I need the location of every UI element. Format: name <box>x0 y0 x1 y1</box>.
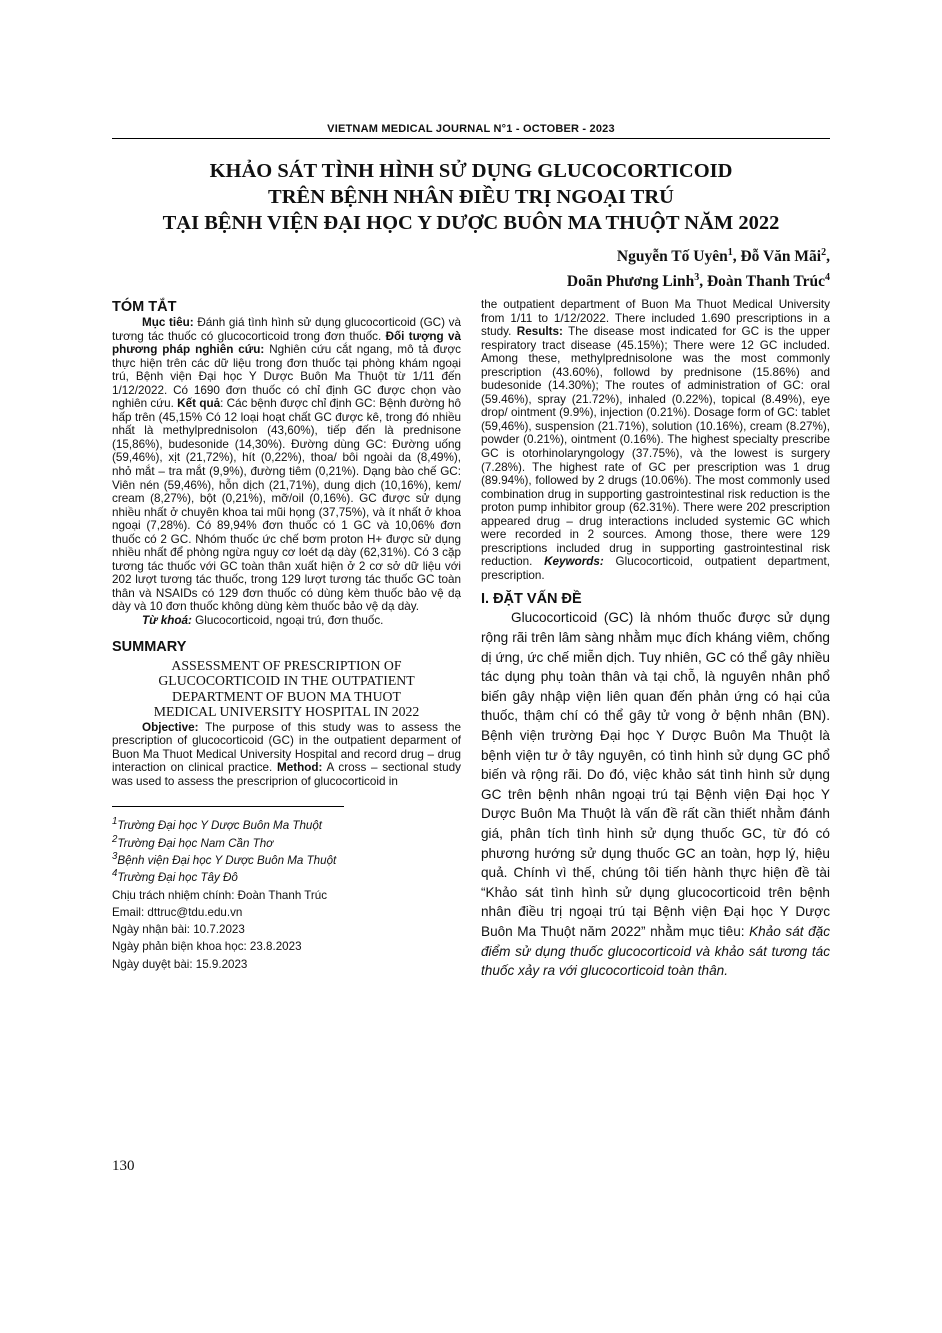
keywords-text: Glucocorticoid, outpatient department, prescription. <box>481 555 831 582</box>
intro-text: Glucocorticoid (GC) là nhóm thuốc được sử dụng rộng rãi trên lâm sàng nhằm mục đích kháng viêm, chống dị ứng, ức chế miễn dịch. Tuy nhiên, GC có thể gây nhiều tác dụng phụ toàn thân và tại chỗ, là nguyên nhân phổ biến gây nhập viện liên quan đến phản ứng có hại của thuốc, thậm chí có thể gây tử vong ở bệnh nhân (BN). Bệnh viện trường Đại học Y Dược Buôn Ma Thuột là bệnh viện tư ở tây nguyên, có tình hình sử dụng GC phổ biến và rộng rãi. Do đó, việc khảo sát tình hình sử dụng GC trên bệnh nhân ngoại trú tại Bệnh viện Đại học Y Dược Buôn Ma Thuột là vấn đề rất cần thiết nhằm đánh giá, phân tích tình hình sử dụng thuốc GC, từ đó có phương hướng sử dụng thuốc GC an toàn, hợp lý, hiệu quả. Chính vì thế, chúng tôi tiến hành thực hiện đề tài “Khảo sát tình hình sử dụng glucocorticoid trên bệnh nhân điều trị ngoại trú tại Bệnh viện Đại học Y Dược Buôn Ma Thuột năm 2022” nhằm mục tiêu: <box>481 610 830 939</box>
footnote-1-mark: 1 <box>112 816 118 828</box>
author-4-affil: 4 <box>825 271 830 283</box>
footnote-3 <box>112 852 461 869</box>
summary-title-line-3: DEPARTMENT OF BUON MA THUOT <box>172 688 401 704</box>
header-rule <box>112 138 830 139</box>
footnote-1 <box>112 817 461 834</box>
results-label: Results: <box>516 325 563 339</box>
intro-heading: I. ĐẶT VẤN ĐỀ <box>481 591 582 608</box>
author-line-1: Nguyễn Tố Uyên$^1$, Đỗ Văn Mãi$^2$, <box>616 246 830 265</box>
footnote-2-mark: 2 <box>112 833 118 845</box>
footnote-3-text: Bệnh viện Đại học Y Dược Buôn Ma Thuột <box>117 853 337 867</box>
abstract-vi-heading: TÓM TẮT <box>112 299 177 315</box>
left-column <box>112 298 461 973</box>
ket-qua-label: Kết quả <box>177 397 221 411</box>
summary-heading: SUMMARY <box>112 638 187 655</box>
author-2: Đỗ Văn Mãi <box>740 248 822 265</box>
footnote-4-text: Trường Đại học Tây Đô <box>117 871 238 885</box>
footnote-2-text: Trường Đại học Nam Cần Thơ <box>117 836 274 850</box>
author-3: Doãn Phương Linh <box>566 273 695 290</box>
summary-title-line-2: GLUCOCORTICOID IN THE OUTPATIENT <box>158 673 415 689</box>
objective-label: Objective: <box>142 720 199 734</box>
summary-title-line-4: MEDICAL UNIVERSITY HOSPITAL IN 2022 <box>153 704 420 720</box>
method-text: A cross – sectional study was used to assess the prescriprion of glucocorticoid in <box>112 761 461 788</box>
title-line-2: TRÊN BỆNH NHÂN ĐIỀU TRỊ NGOẠI TRÚ <box>268 186 674 208</box>
summary-body-left <box>112 721 461 789</box>
date-received: Ngày nhận bài: 10.7.2023 <box>112 923 245 937</box>
footnote-rule <box>112 806 344 807</box>
email: Email: dttruc@tdu.edu.vn <box>112 905 243 919</box>
objective-text: The purpose of this study was to assess the prescription of glucocorticoid (GC) in the outpatient deparment of Buon Ma Thuot Medical University Hospital and record drug – drug interaction on clinical practice. <box>112 720 461 775</box>
title-line-3: TẠI BỆNH VIỆN ĐẠI HỌC Y DƯỢC BUÔN MA THUỘT NĂM 2022 <box>162 212 780 234</box>
doi-tuong-label: Đối tượng và phương pháp nghiên cứu: <box>112 329 462 357</box>
author-list <box>567 244 830 294</box>
date-accepted: Ngày duyệt bài: 15.9.2023 <box>112 957 248 971</box>
author-3-affil: 3 <box>694 271 700 283</box>
results-text: The disease most indicated for GC is the upper respiratory tract disease (45.15%); There were 12 GC included. Among these, methylprednisolone was the most commonly prescription (43.60%), followd by prednisone (15.86%) and budesonide (14.30%); The routes of administration of GC: oral (59.46%), spray (21.72%), inhaled (0.22%), topical (8.49%), eye drop/ ointment (9.9%), injection (0.21%). Dosage form of GC: tablet (59,46%), suspension (21.71%), solution (10.16%), cream (8.27%), powder (0.21%), ointment (0.16%). The highest specialty prescribe GC is otorhinolaryngology (37.75%), và the lowest is surgery (7.28%). The highest rate of GC per prescription was 1 drug (89.94%), followed by 2 drugs (10.06%). The most commonly used combination drug in supporting gastrointestinal risk reduction is the proton pump inhibitor group (62.31%). There were 202 prescription appeared drug – drug interactions included systemic GC which were recorded in 2 sources. Among those, there were 129 prescriptions included drug in supporting gastrointestinal risk reduction. <box>481 325 830 569</box>
tu-khoa-line <box>112 614 461 628</box>
tu-khoa-text: Glucocorticoid, ngoại trú, đơn thuốc. <box>191 614 384 628</box>
author-1: Nguyễn Tố Uyên <box>616 248 728 265</box>
tu-khoa-label: Từ khoá: <box>142 614 192 628</box>
author-4: Đoàn Thanh Trúc <box>706 273 825 290</box>
method-continued: the outpatient department of Buon Ma Thuot Medical University from 1/11 to 1/12/2022. There included 1.690 prescriptions in a study. <box>481 298 830 339</box>
page-number: 130 <box>112 1158 135 1174</box>
intro-body <box>481 608 830 980</box>
intro-goal: Khảo sát đặc điểm sử dụng thuốc glucocorticoid và khảo sát tương tác thuốc xảy ra với glucocorticoid toàn thân. <box>481 923 830 979</box>
article-title <box>112 158 830 236</box>
footnotes <box>112 817 461 973</box>
method-label: Method: <box>277 761 323 775</box>
running-header: VIETNAM MEDICAL JOURNAL N°1 - OCTOBER - 2023 <box>327 123 615 135</box>
summary-title <box>112 658 461 720</box>
muc-tieu-text: Đánh giá tình hình sử dụng glucocorticoid (GC) và tương tác thuốc có glucocorticoid trong đơn thuốc. <box>112 316 461 343</box>
keywords-label: Keywords: <box>544 555 604 569</box>
footnote-1-text: Trường Đại học Y Dược Buôn Ma Thuột <box>117 819 323 833</box>
summary-title-line-1: ASSESSMENT OF PRESCRIPTION OF <box>171 657 402 673</box>
date-reviewed: Ngày phản biện khoa học: 23.8.2023 <box>112 940 302 954</box>
abstract-vi-body <box>112 316 461 614</box>
muc-tieu-label: Mục tiêu: <box>142 316 194 329</box>
right-column <box>481 298 830 981</box>
footnote-2 <box>112 835 461 852</box>
author-line-2: Doãn Phương Linh$^3$, Đoàn Thanh Trúc$^4$ <box>566 271 830 290</box>
doi-tuong-text: Nghiên cứu cắt ngang, mô tả được thực hiện trên các dữ liệu trong đơn thuốc tại phòng khám ngoại trú, Bệnh viện Đại học Y Dược Buôn Ma Thuột từ 1/11 đến 1/12/2022. Có 1690 đơn thuốc có chỉ định GC được chọn vào nghiên cứu. <box>112 343 461 411</box>
summary-body-right <box>481 298 830 582</box>
ket-qua-text: : Các bệnh được chỉ định GC: Bệnh đường hô hấp trên (45,15% Có 12 loại hoạt chất GC được kê, trong đó nhiều nhất là methylprednisolon (43,60%), tiếp đến là prednisone (15,86%), budesonide (14,30%). Đường dùng GC: Đường uống (59,46%), xịt (21,72%), hít (0,22%), thoa/ bôi ngoài da (8,49%), nhỏ mắt – tra mắt (9,9%), đường tiêm (0,21%). Dạng bào chế GC: Viên nén (59,46%), hỗn dịch (21,71%), dung dịch (10,16%), kem/ cream (8,27%), bột (0,21%), mỡ/oil (0,16%). GC được sử dụng nhiều nhất ở chuyên khoa tai mũi họng (37,75%), và ít nhất ở khoa ngoại (7,28%). Có 89,94% đơn thuốc có 1 GC và 10,06% đơn thuốc có 2 GC. Nhóm thuốc ức chế bơm proton H+ được sử dụng nhiều nhất để phòng ngừa nguy cơ loét dạ dày (62,31%). Có 3 cặp tương tác thuốc với GC toàn thân xuất hiện ở 2 cơ sở dữ liệu với 202 lượt tương tác thuốc, trong 129 lượt tương tác thuốc GC toàn thân và NSAIDs có 129 đơn thuốc có dùng kèm thuốc bảo vệ dạ dày và 10 đơn thuốc không dùng kèm thuốc bảo vệ dạ dày. <box>112 397 461 614</box>
footnote-3-mark: 3 <box>112 851 118 863</box>
footnote-4-mark: 4 <box>112 868 118 880</box>
author-2-affil: 2 <box>821 246 827 258</box>
author-1-affil: 1 <box>727 246 733 258</box>
corresponding-author: Chịu trách nhiệm chính: Đoàn Thanh Trúc <box>112 888 328 902</box>
footnote-4 <box>112 869 461 886</box>
title-line-1: KHẢO SÁT TÌNH HÌNH SỬ DỤNG GLUCOCORTICOID <box>209 160 733 182</box>
